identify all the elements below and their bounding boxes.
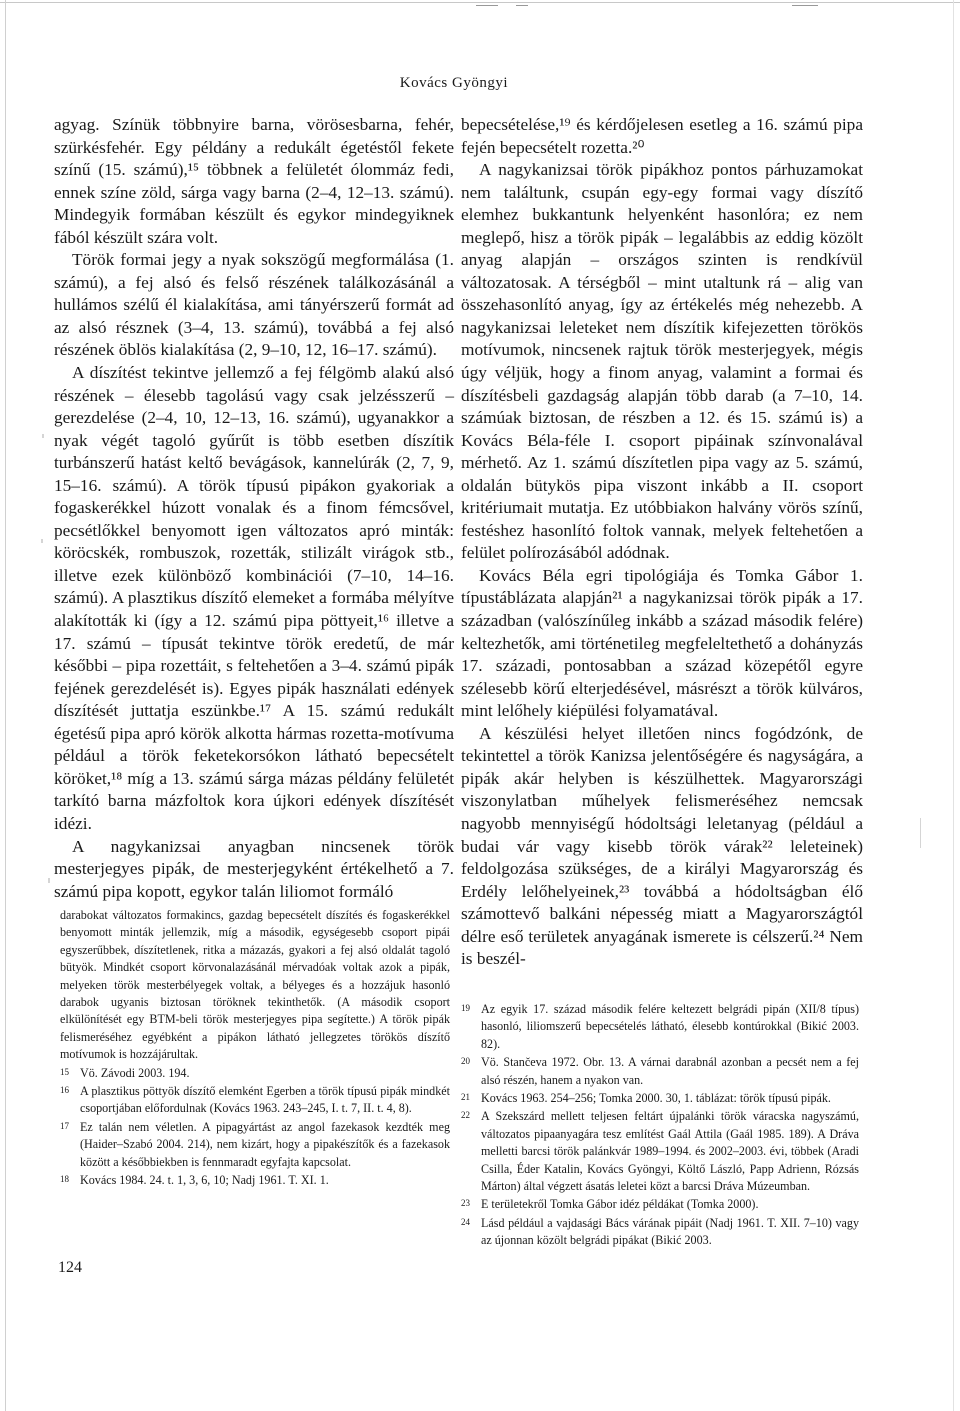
footnote-item [461, 1195, 859, 1213]
scan-edge-top [0, 2, 960, 3]
right-paragraph-3: Kovács Béla egri tipológiája és Tomka Gábor 1. típustáblázata alapján²¹ a nagykanizsai török pipák a 17. században (valószínűleg inkább a század második felére) keltezhetők, ami történetileg megfeleltethető a dohányzás 17. századi, pontosabban a század közepétől egyre szélesebb körű elterjedésével, másrészt a török külváros, mint lelőhely kiépülési folyamatával. [461, 565, 863, 721]
footnote-item [461, 1000, 859, 1053]
scan-edge-right [953, 0, 954, 1411]
footnote-text: Az egyik 17. század második felére keltezett belgrádi pipán (XII/8 típus) hasonló, liliomszerű bepecsételés látható, élesebb kontúrokkal (Bikić 2003. 82). [481, 1002, 859, 1051]
footnotes-right [461, 1000, 859, 1250]
footnote-item [60, 1171, 450, 1189]
scan-smudge [920, 818, 921, 848]
page-number: 124 [58, 1259, 82, 1276]
header-author: Kovács Gyöngyi [399, 75, 508, 91]
footnote-number: 20 [461, 1056, 470, 1067]
footnote-item [461, 1107, 859, 1195]
footnote-text: E területekről Tomka Gábor idéz példákat (Tomka 2000). [481, 1197, 759, 1212]
footnote-number: 17 [60, 1120, 69, 1131]
right-paragraph-4: A készülési helyet illetően nincs fogódzónk, de tekintettel a török Kanizsa jelentőségére és nagyságára, a pipák akár helyben is készülhettek. Magyarországi viszonylatban műhelyek felismeréséhez nemcsak nagyobb mennyiségű hódoltsági leletanyag (például a budai vár vagy kisebb török várak²² leleteinek) feldolgozása szükséges, de a királyi Magyarország és Erdély lelőhelyeinek,²³ továbbá a hódoltságban élő számottevő balkáni népesség miatt a Magyarországtól délre eső területek anyagának ismerete is célszerű.²⁴ Nem is beszél- [461, 723, 863, 969]
footnote-text: Kovács 1963. 254–256; Tomka 2000. 30, 1. táblázat: török típusú pipák. [481, 1091, 831, 1106]
left-paragraph-4: A nagykanizsai anyagban nincsenek török mesterjegyes pipák, de mesterjegyként értékelhető a 7. számú pipa kopott, egykor talán liliomot formáló [54, 836, 454, 901]
right-paragraph-1: bepecsételése,¹⁹ és kérdőjelesen esetleg a 16. számú pipa fején bepecsételt rozetta.²⁰ [461, 115, 863, 157]
footnote-item [461, 1089, 859, 1107]
scan-mark [476, 5, 498, 6]
footnote-text: Ez talán nem véletlen. A pipagyártást az angol fazekasok kezdték meg (Haider–Szabó 2004. 214), nem kizárt, hogy a pipakészítők és a fazekasok között a későbbiekben is fennmaradt egyfajta kapcsolat. [80, 1119, 450, 1169]
left-paragraph-3: A díszítést tekintve jellemző a fej félgömb alakú alsó részének – élesebb tagolású vagy csak jelzésszerű – gerezdelése (2–4, 10, 12–13, 16. számú), ugyanakkor a nyak végét tagoló gyűrűt is több esetben díszítik turbánszerű hatást keltő bevágások, kannelúrák (2, 7, 9, 15–16. számú). A török típusú pipákon gyakoriak a fogaskerékkel húzott vonalak és a finom fémcsővel, pecsétlőkkel benyomott igen változatos apró minták: köröcskék, rombuszok, rozetták, stilizált virágok stb., illetve ezek különböző kombinációi (7–10, 14–16. számú). A plasztikus díszítő elemeket a formába mélyítve alakították ki (így a 12. számú pipa pöttyeit,¹⁶ illetve a 17. számú – típusát tekintve török eredetű, de már későbbi – pipa rozettáit, s feltehetően a 3–4. számú pipák fejének gerezdelését is). Egyes pipák használati edények díszítését juttatja eszünkbe.¹⁷ A 15. számú redukált égetésű pipa apró körök alkotta hármas rozetta-motívuma például a török feketekorsókon látható bepecsételt köröket,¹⁸ míg a 13. számú sárga mázas példány felületét tarkító barna mázfoltok kora újkori edények díszítését idézi. [54, 363, 454, 833]
footnotes-left [60, 907, 450, 1190]
left-paragraph-1: agyag. Színük többnyire barna, vörösesbarna, fehér, szürkésfehér. Egy példány a redukált égetéstől fekete színű (15. számú),¹⁵ többnek a felületét ólommáz fedi, ennek színe zöld, sárga vagy barna (2–4, 12–13. számú). Mindegyik formában készült és egykor mindegyiknek fából készült szára volt. [54, 115, 454, 247]
footnote-item [60, 1064, 450, 1082]
footnote-number: 23 [461, 1198, 470, 1209]
footnote-item [461, 1053, 859, 1089]
footnote-number: 18 [60, 1174, 69, 1185]
footnote-text: A Szekszárd mellett teljesen feltárt újpalánki török váracska nagyszámú, változatos pipaanyagára tesz említést Gaál Attila (Gaál 1985. 189). A Dráva melletti barcsi török palánkvár 1989–1994. és 2002–2003. évi, többek (Aradi Csilla, Éder Katalin, Kovács Gyöngyi, Költő László, Papp Adrienn, Rózsás Márton) által végzett ásatás leletei közt a barcsi Dráva Múzeumban. [481, 1109, 859, 1194]
scan-smudge [41, 539, 43, 543]
left-paragraph-2: Török formai jegy a nyak sokszögű megformálása (1. számú), a fej alsó és felső részének találkozásánál a hullámos szélű él kialakítása, ami tányérszerű formát ad az alsó résznek (3–4, 13. számú), továbbá a fej alsó részének öblös kialakítása (2, 9–10, 12, 16–17. számú). [54, 250, 454, 360]
footnote-item [461, 1214, 859, 1250]
scan-mark [792, 5, 818, 6]
footnote-item [60, 1082, 450, 1118]
right-paragraph-2: A nagykanizsai török pipákhoz pontos párhuzamokat nem találtunk, csupán egy-egy formai vagy díszítő elemhez bukkantunk helyenként hasonlóra; ez nem meglepő, hisz a török pipák – legalábbis az eddig közölt anyag alapján – országos szinten is rendkívül változatosak. A térségből – mint utaltunk rá – alig van összehasonlító anyag, így az értékelés még nehezebb. A nagykanizsai leleteket nem díszítik kifejezetten törökös motívumok, nincsenek rajtuk török mesterjegyek, mégis úgy véljük, hogy a finom anyag, valamint a formai és díszítésbeli gazdagság alapján több darab (a 7–10, 14. számúak biztosan, de részben a 12. és 15. számú is) a Kovács Béla-féle I. csoport pipáinak színvonalával mérhető. Az 1. számú díszítetlen pipa vagy az 5. számú, oldalán bütykös pipa viszont inkább a II. csoport kritériumait mutatja. Ez utóbbiakon halvány vörös színű, festéshez hasonlító foltok vannak, melyek feltehetően a felület polírozásából adódnak. [461, 160, 863, 563]
scan-mark [516, 5, 528, 6]
scan-smudge [48, 878, 50, 883]
right-column [461, 114, 863, 971]
footnote-number: 15 [60, 1066, 69, 1077]
scan-smudge [42, 434, 44, 438]
footnote-number: 22 [461, 1110, 470, 1121]
footnote-number: 16 [60, 1085, 69, 1096]
footnote-text: Vö. Závodi 2003. 194. [80, 1065, 190, 1080]
footnote-text: Vö. Stančeva 1972. Obr. 13. A várnai darabnál azonban a pecsét nem a fej alsó részén, hanem a nyakon van. [481, 1055, 859, 1087]
footnote-text: Lásd például a vajdasági Bács várának pipáit (Nadj 1961. T. XII. 7–10) vagy az újonnan közölt belgrádi pipákat (Bikić 2003. [481, 1215, 859, 1248]
footnote-item [60, 1118, 450, 1171]
footnote-number: 24 [461, 1216, 470, 1227]
footnote-number: 19 [461, 1003, 470, 1013]
left-column [54, 114, 454, 903]
scan-edge-left [5, 0, 6, 1411]
footnote-continuation: darabokat változatos formakincs, gazdag bepecsételt díszítés és fogaskerékkel benyomott minták jellemzik, míg a második, egységesebb csoport pipái egyszerűbbek, díszítetlenek, ritka a mázazás, gyakori a fej alsó oldalát tagoló bütyök. Mindkét csoport körvonalazásánál mérvadóak voltak azok a pipák, melyeken török mesterbélyegek voltak, a bélyeges és a hozzájuk hasonló darabok ugyanis biztosan töröknek tekinthetők. (A második csoport elkülönítését egy BTM-beli török mesterjegyes pipa segítette.) A török pipák felismeréséhez egyébként a pipákon látható jellegzetes törökös díszítő motívumok is hozzájárultak. [60, 908, 450, 1062]
running-header [400, 75, 508, 92]
footnote-number: 21 [461, 1092, 470, 1103]
footnote-text: A plasztikus pöttyök díszítő elemként Egerben a török típusú pipák mindkét csoportjában előfordulnak (Kovács 1963. 243–245, I. t. 7, II. t. 4, 8). [80, 1084, 450, 1116]
footnote-text: Kovács 1984. 24. t. 1, 3, 6, 10; Nadj 1961. T. XI. 1. [80, 1173, 329, 1188]
